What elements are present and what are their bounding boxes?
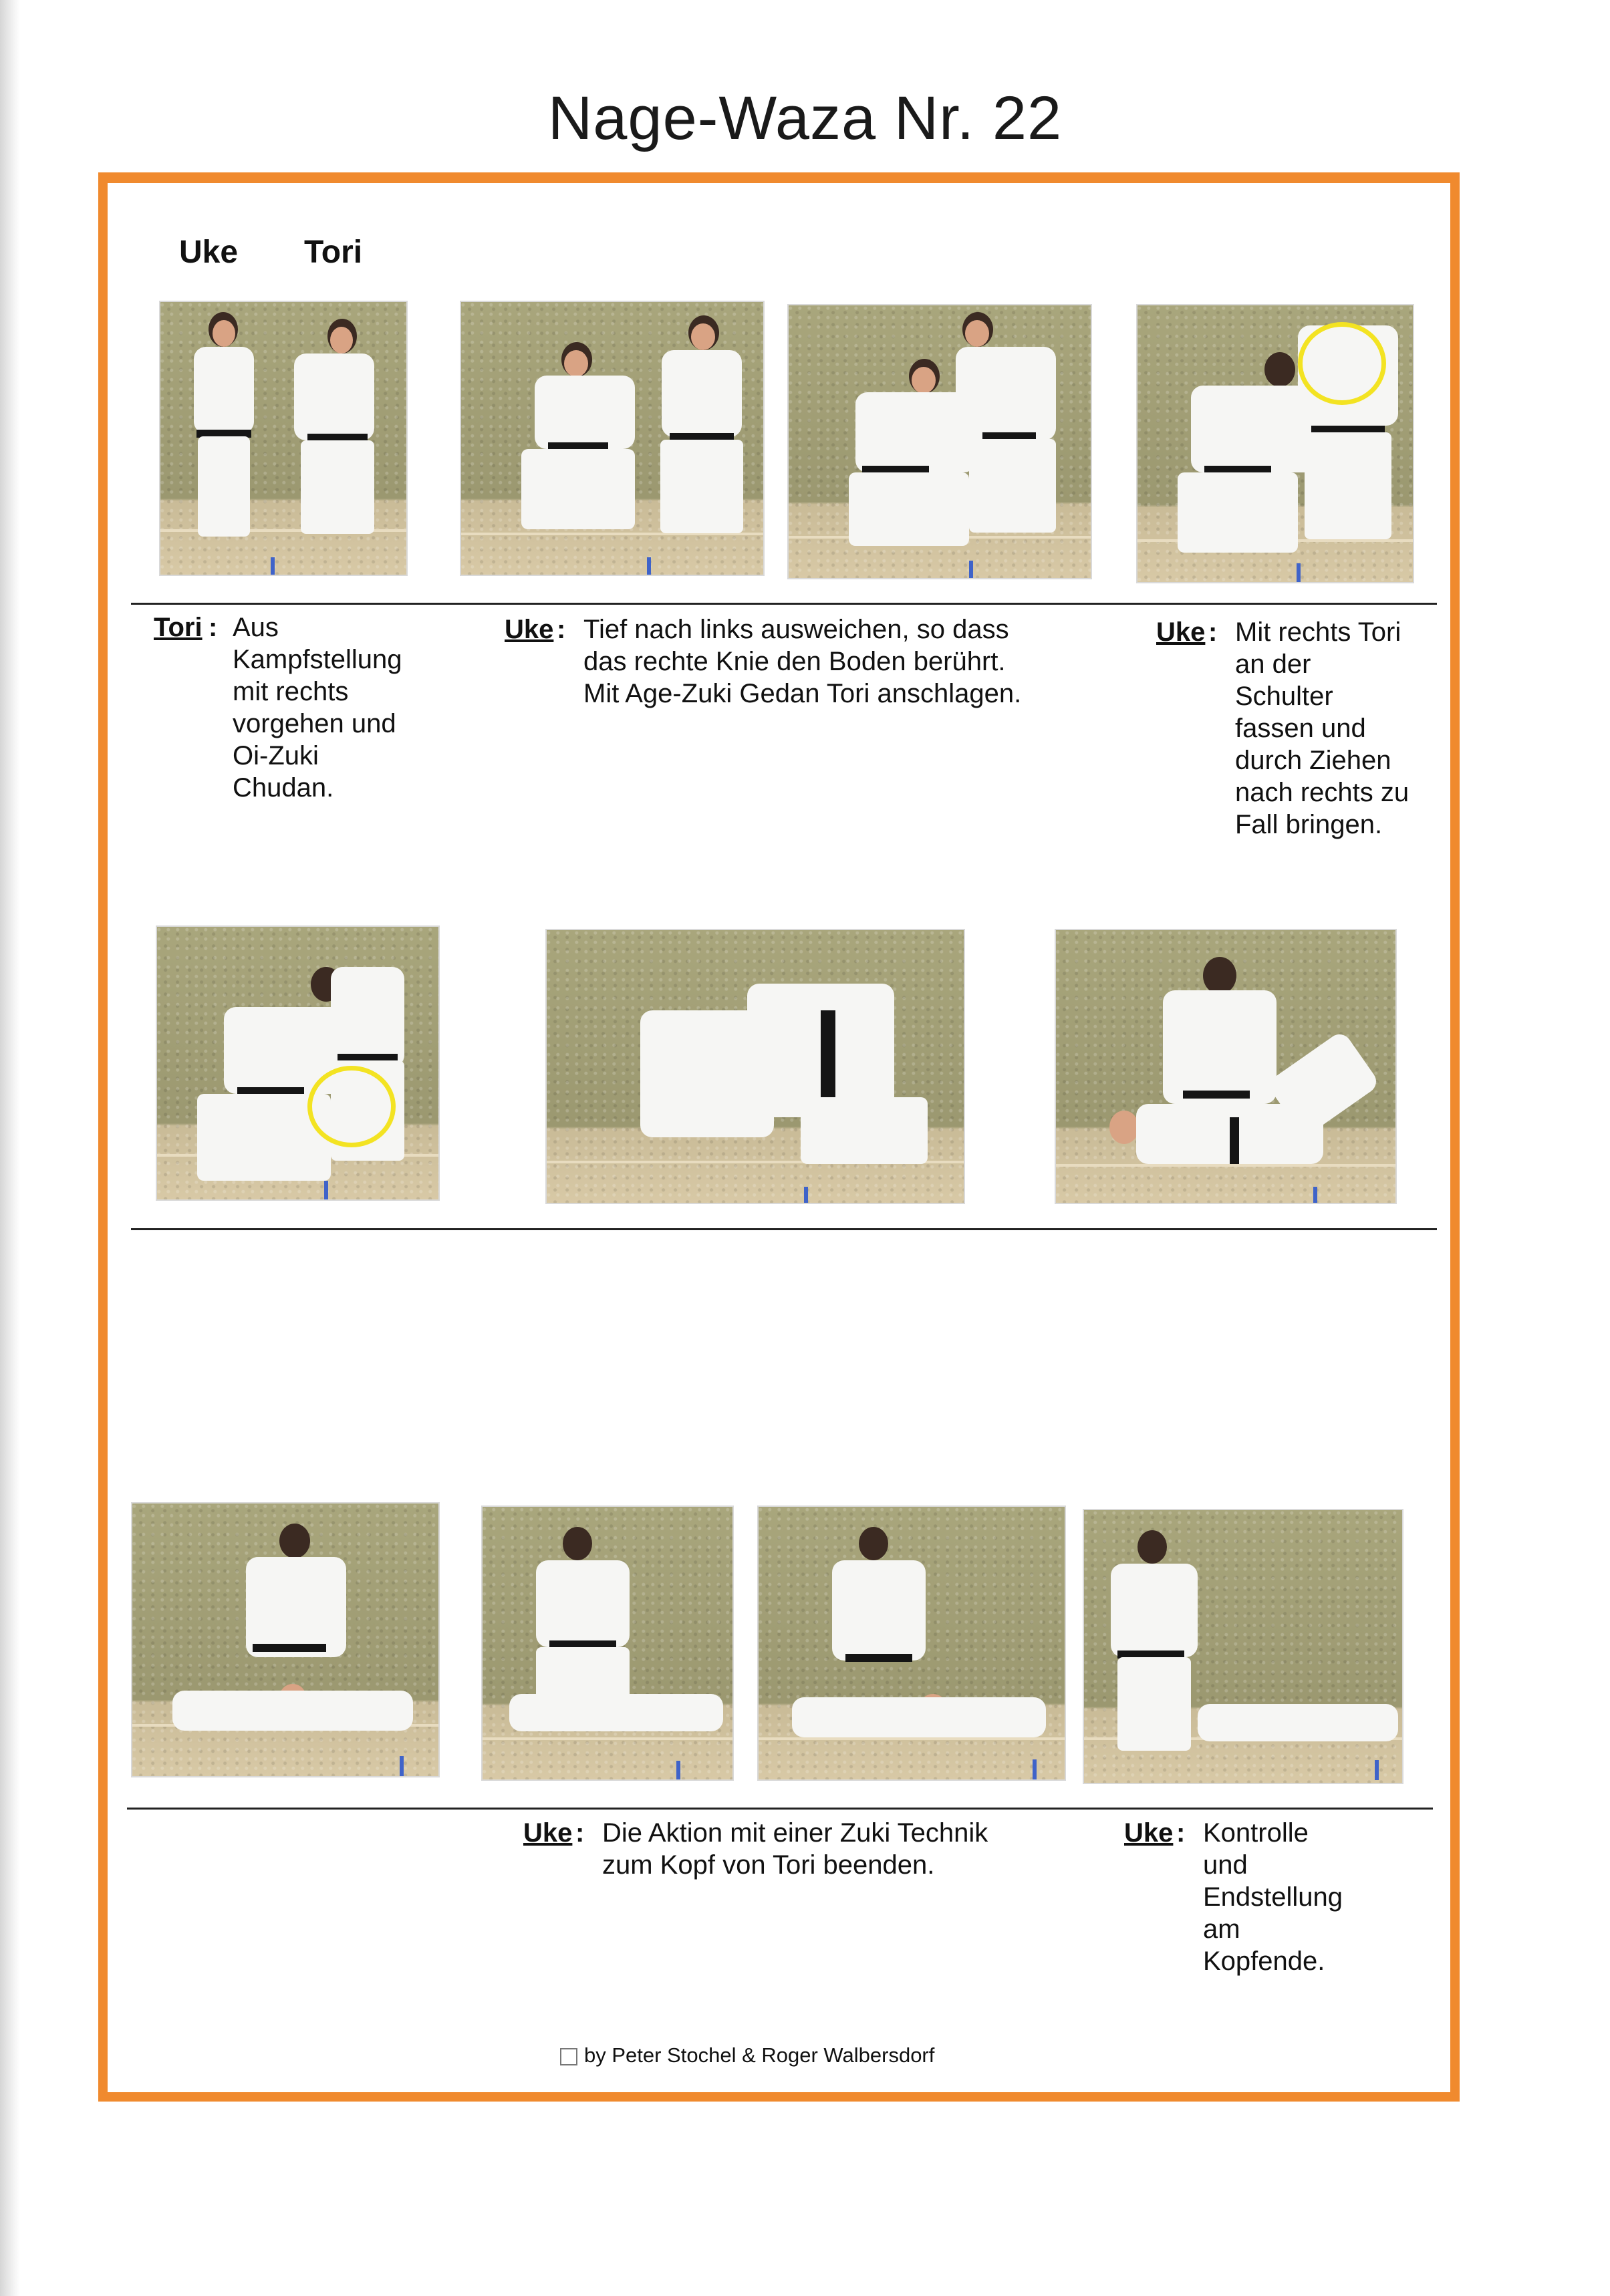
divider-row-3 [127, 1808, 1433, 1810]
description-label: Uke [1156, 617, 1206, 647]
description-line: zum Kopf von Tori beenden. [602, 1850, 935, 1880]
photo-step-10 [757, 1505, 1066, 1781]
description-line: Kampfstellung [233, 645, 402, 674]
photo-step-1 [159, 301, 408, 576]
photo-step-2 [460, 301, 765, 576]
footer-text: by Peter Stochel & Roger Walbersdorf [584, 2043, 935, 2067]
copyright-box-icon [560, 2048, 577, 2065]
description-line: nach rechts zu [1235, 778, 1410, 807]
photo-step-6 [545, 929, 965, 1204]
description-line: Endstellung [1203, 1882, 1343, 1912]
description-label: Tori [154, 613, 203, 642]
photo-step-8 [131, 1502, 440, 1777]
footer-credit [560, 2043, 934, 2067]
role-label-tori: Tori [304, 235, 363, 270]
role-label-uke: Uke [179, 235, 239, 270]
description-line: Fall bringen. [1235, 810, 1383, 839]
description-line: mit rechts [233, 677, 349, 706]
description-line: an der [1235, 650, 1311, 679]
photo-step-11 [1083, 1509, 1403, 1784]
description-line: Kopfende. [1203, 1947, 1325, 1976]
description-line: und [1203, 1850, 1248, 1880]
description-line: fassen und [1235, 714, 1366, 743]
photo-step-5 [156, 925, 440, 1201]
description-line: Tief nach links ausweichen, so dass [583, 615, 1009, 644]
description-line: Mit Age-Zuki Gedan Tori anschlagen. [583, 679, 1022, 708]
description-label: Uke [1124, 1818, 1174, 1848]
photo-step-9 [481, 1505, 734, 1781]
description-line: das rechte Knie den Boden berührt. [583, 647, 1006, 676]
divider-row-1 [131, 603, 1437, 605]
description-line: Chudan. [233, 773, 334, 803]
page-title: Nage-Waza Nr. 22 [547, 84, 1063, 152]
description-line: Kontrolle [1203, 1818, 1309, 1848]
photo-step-3 [787, 304, 1092, 579]
scan-edge [0, 0, 20, 2296]
description-line: vorgehen und [233, 709, 396, 738]
description-line: durch Ziehen [1235, 746, 1391, 775]
description-line: Oi-Zuki [233, 741, 319, 770]
photo-step-7 [1055, 929, 1397, 1204]
highlight-circle-knee [307, 1066, 396, 1147]
description-line: Mit rechts Tori [1235, 617, 1401, 647]
description-label: Uke [505, 615, 554, 644]
description-label: Uke [523, 1818, 573, 1848]
description-line: am [1203, 1914, 1240, 1944]
divider-row-2 [131, 1228, 1437, 1230]
description-line: Aus [233, 613, 279, 642]
highlight-circle-shoulder [1298, 322, 1386, 405]
description-line: Die Aktion mit einer Zuki Technik [602, 1818, 988, 1848]
photo-step-4 [1136, 304, 1414, 583]
description-line: Schulter [1235, 682, 1333, 711]
